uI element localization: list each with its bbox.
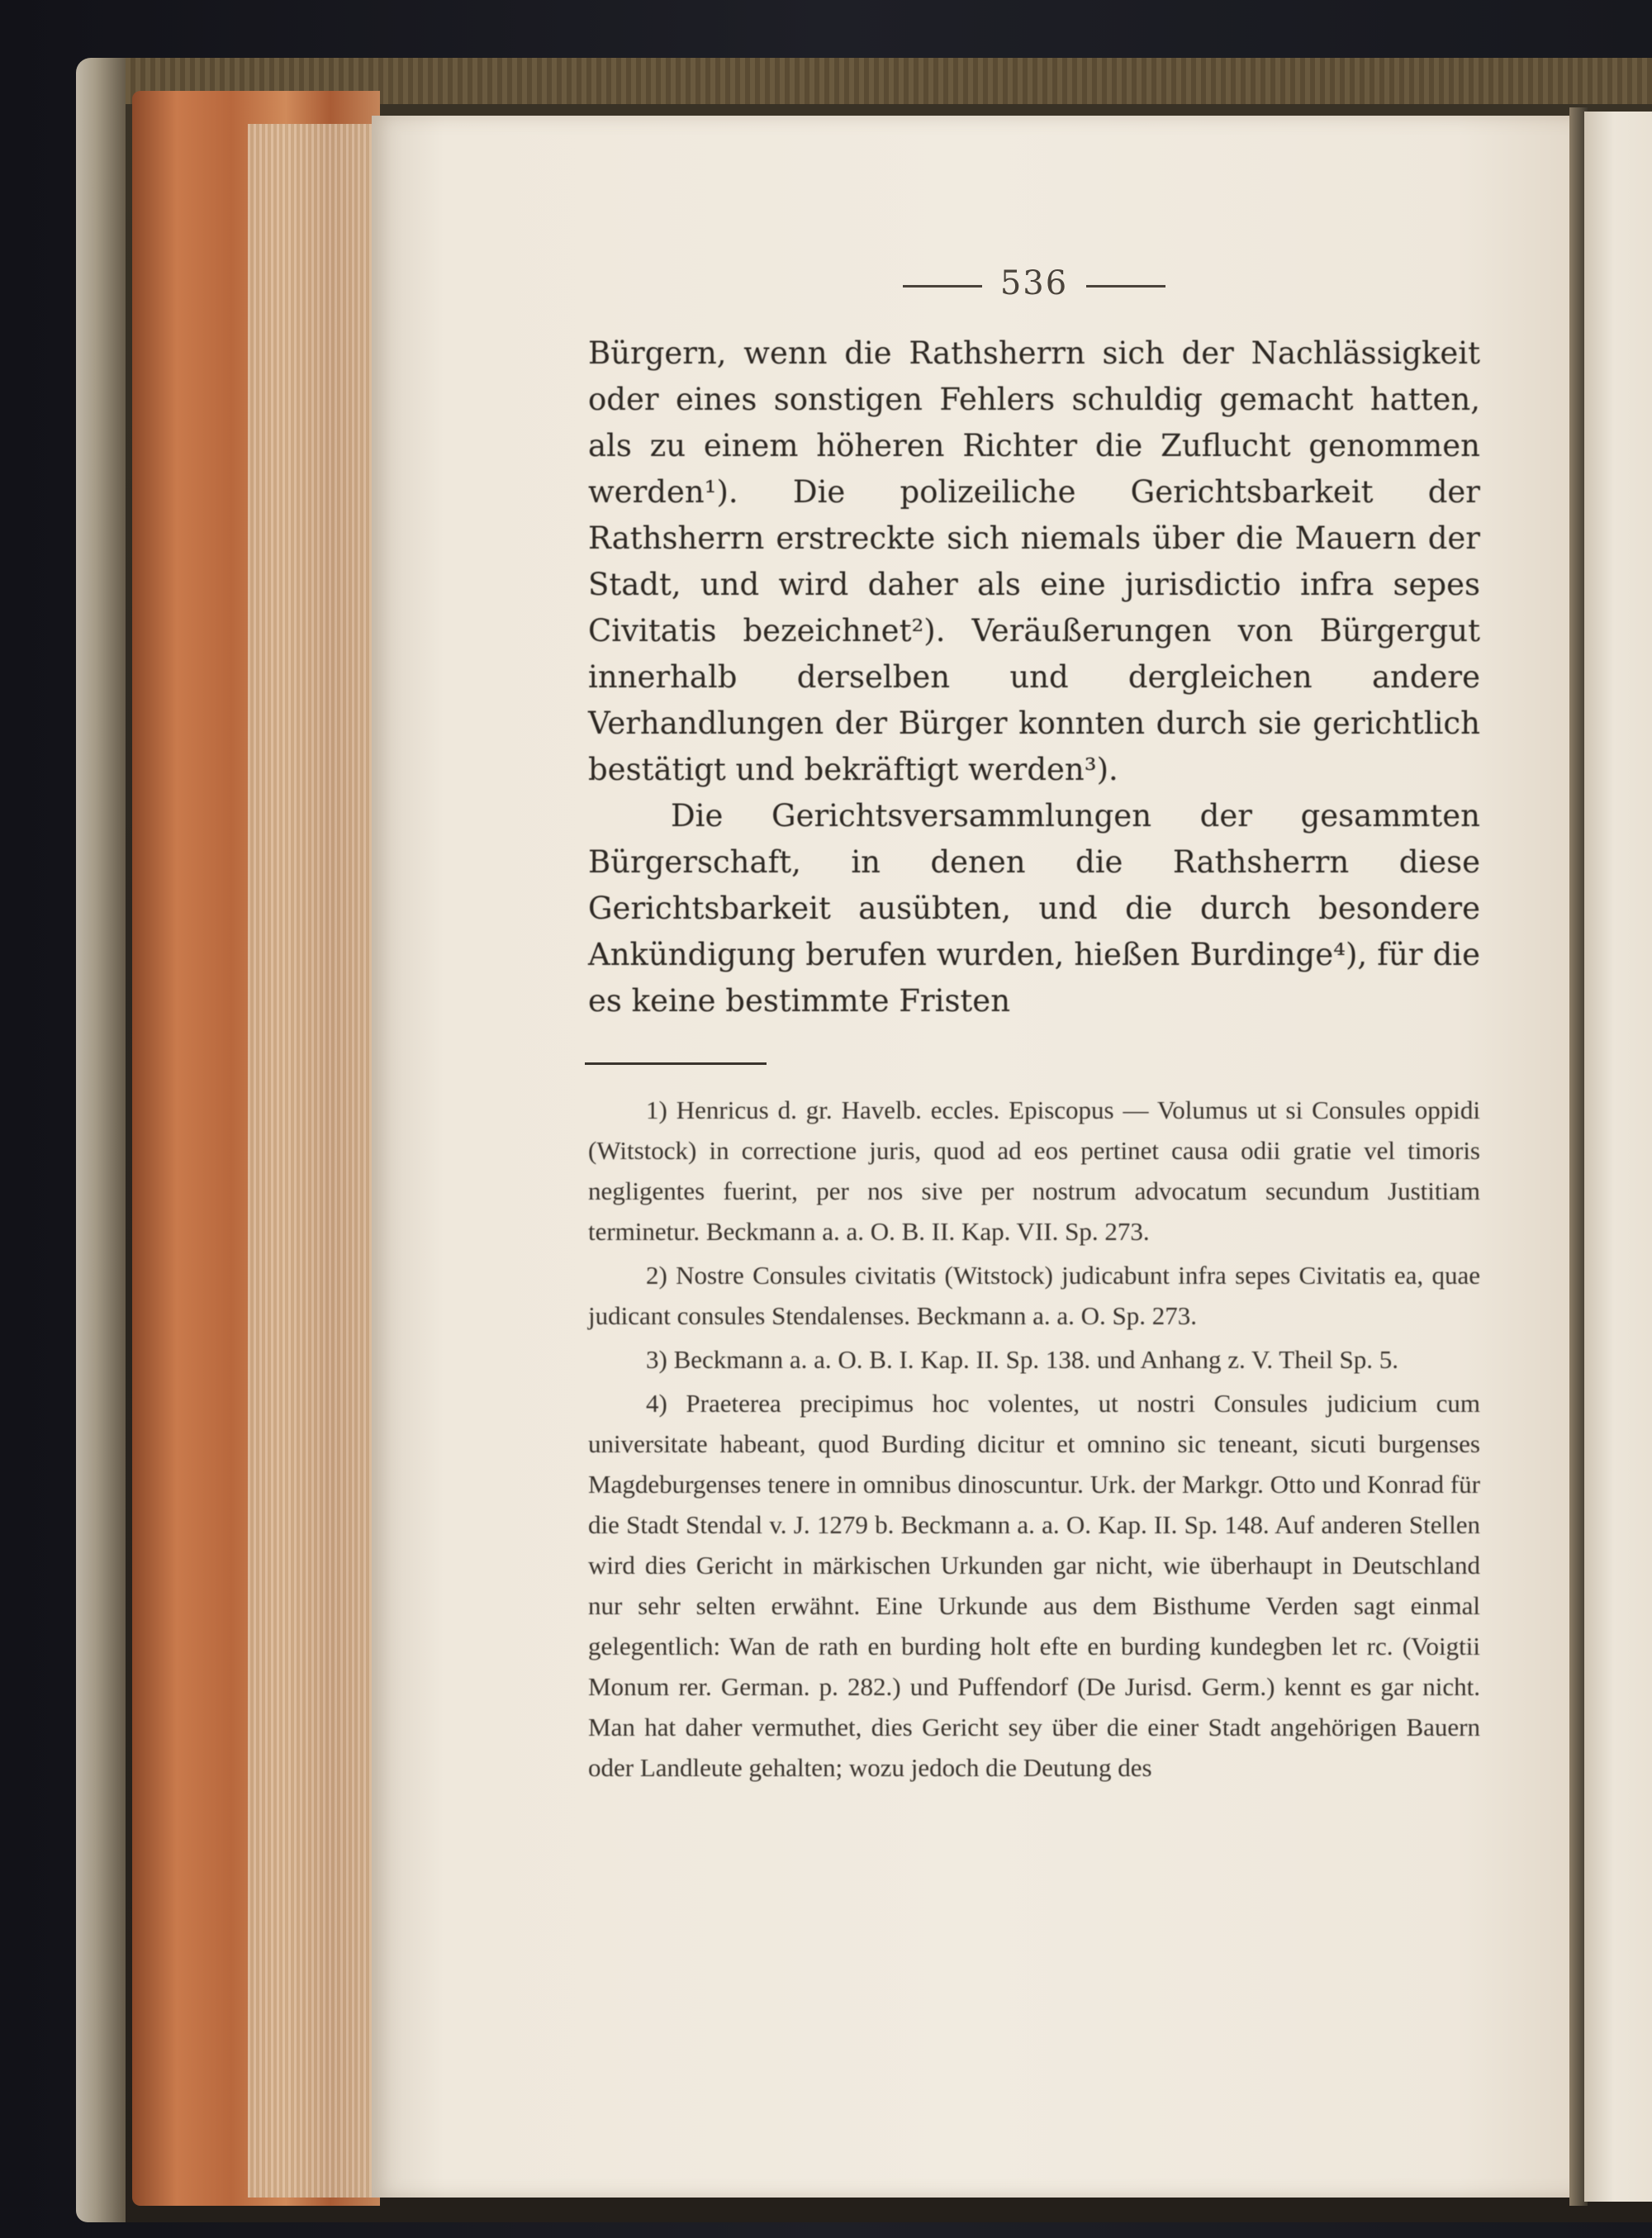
footnotes xyxy=(588,1090,1480,1788)
footnote-1: 1) Henricus d. gr. Havelb. eccles. Episcopus — Volumus ut si Consules oppidi (Witstock) in correctione juris, quod ad eos pertinet causa odii gratie vel timoris negligentes fuerint, per nos sive per nostrum advocatum secundum Justitiam terminetur. Beckmann a. a. O. B. II. Kap. VII. Sp. 273. xyxy=(588,1095,1480,1246)
body-text xyxy=(588,330,1480,1024)
head-dash-left xyxy=(903,285,982,287)
footnote-3: 3) Beckmann a. a. O. B. I. Kap. II. Sp. 138. und Anhang z. V. Theil Sp. 5. xyxy=(646,1345,1398,1374)
page-stack-lines xyxy=(248,124,380,2198)
footnote-2: 2) Nostre Consules civitatis (Witstock) judicabunt infra sepes Civitatis ea, quae judicant consules Stendalenses. Beckmann a. a. O. Sp. 273. xyxy=(588,1261,1480,1330)
footnote-4: 4) Praeterea precipimus hoc volentes, ut nostri Consules judicium cum universitate habeant, quod Burding dicitur et omnino sic teneant, sicuti burgenses Magdeburgenses tenere in omnibus dinoscuntur. Urk. der Markgr. Otto und Konrad für die Stadt Stendal v. J. 1279 b. Beckmann a. a. O. Kap. II. Sp. 148. Auf anderen Stellen wird dies Gericht in märkischen Urkunden gar nicht, wie überhaupt in Deutschland nur sehr selten erwähnt. Eine Urkunde aus dem Bisthume Verden sagt einmal gelegentlich: Wan de rath en burding holt efte en burding kundegben let rc. (Voigtii Monum rer. German. p. 282.) und Puffendorf (De Jurisd. Germ.) kennt es gar nicht. Man hat daher vermuthet, dies Gericht sey über die einer Stadt angehörigen Bauern oder Landleute gehalten; wozu jedoch die Deutung des xyxy=(588,1389,1480,1782)
page-content xyxy=(588,264,1480,1791)
footnote-rule xyxy=(585,1062,767,1065)
body-paragraph-1: Bürgern, wenn die Rathsherrn sich der Nachlässigkeit oder eines sonstigen Fehlers schuldig gemacht hatten, als zu einem höheren Richter die Zuflucht genommen werden¹). Die polizeiliche Gerichtsbarkeit der Rathsherrn erstreckte sich niemals über die Mauern der Stadt, und wird daher als eine jurisdictio infra sepes Civitatis bezeichnet²). Veräußerungen von Bürgergut innerhalb derselben und dergleichen andere Verhandlungen der Bürger konnten durch sie gerichtlich bestätigt und bekräftigt werden³). xyxy=(588,335,1480,787)
body-paragraph-2: Die Gerichtsversammlungen der gesammten Bürgerschaft, in denen die Rathsherrn diese Gerichtsbarkeit ausübten, und die durch besondere Ankündigung berufen wurden, hießen Burdinge⁴), für die es keine bestimmte Fristen xyxy=(588,798,1480,1019)
head-dash-right xyxy=(1086,285,1165,287)
cover-edge xyxy=(76,58,126,2222)
page-number: 536 xyxy=(999,264,1069,302)
running-head xyxy=(588,264,1480,302)
right-page-edge xyxy=(1584,112,1652,2202)
